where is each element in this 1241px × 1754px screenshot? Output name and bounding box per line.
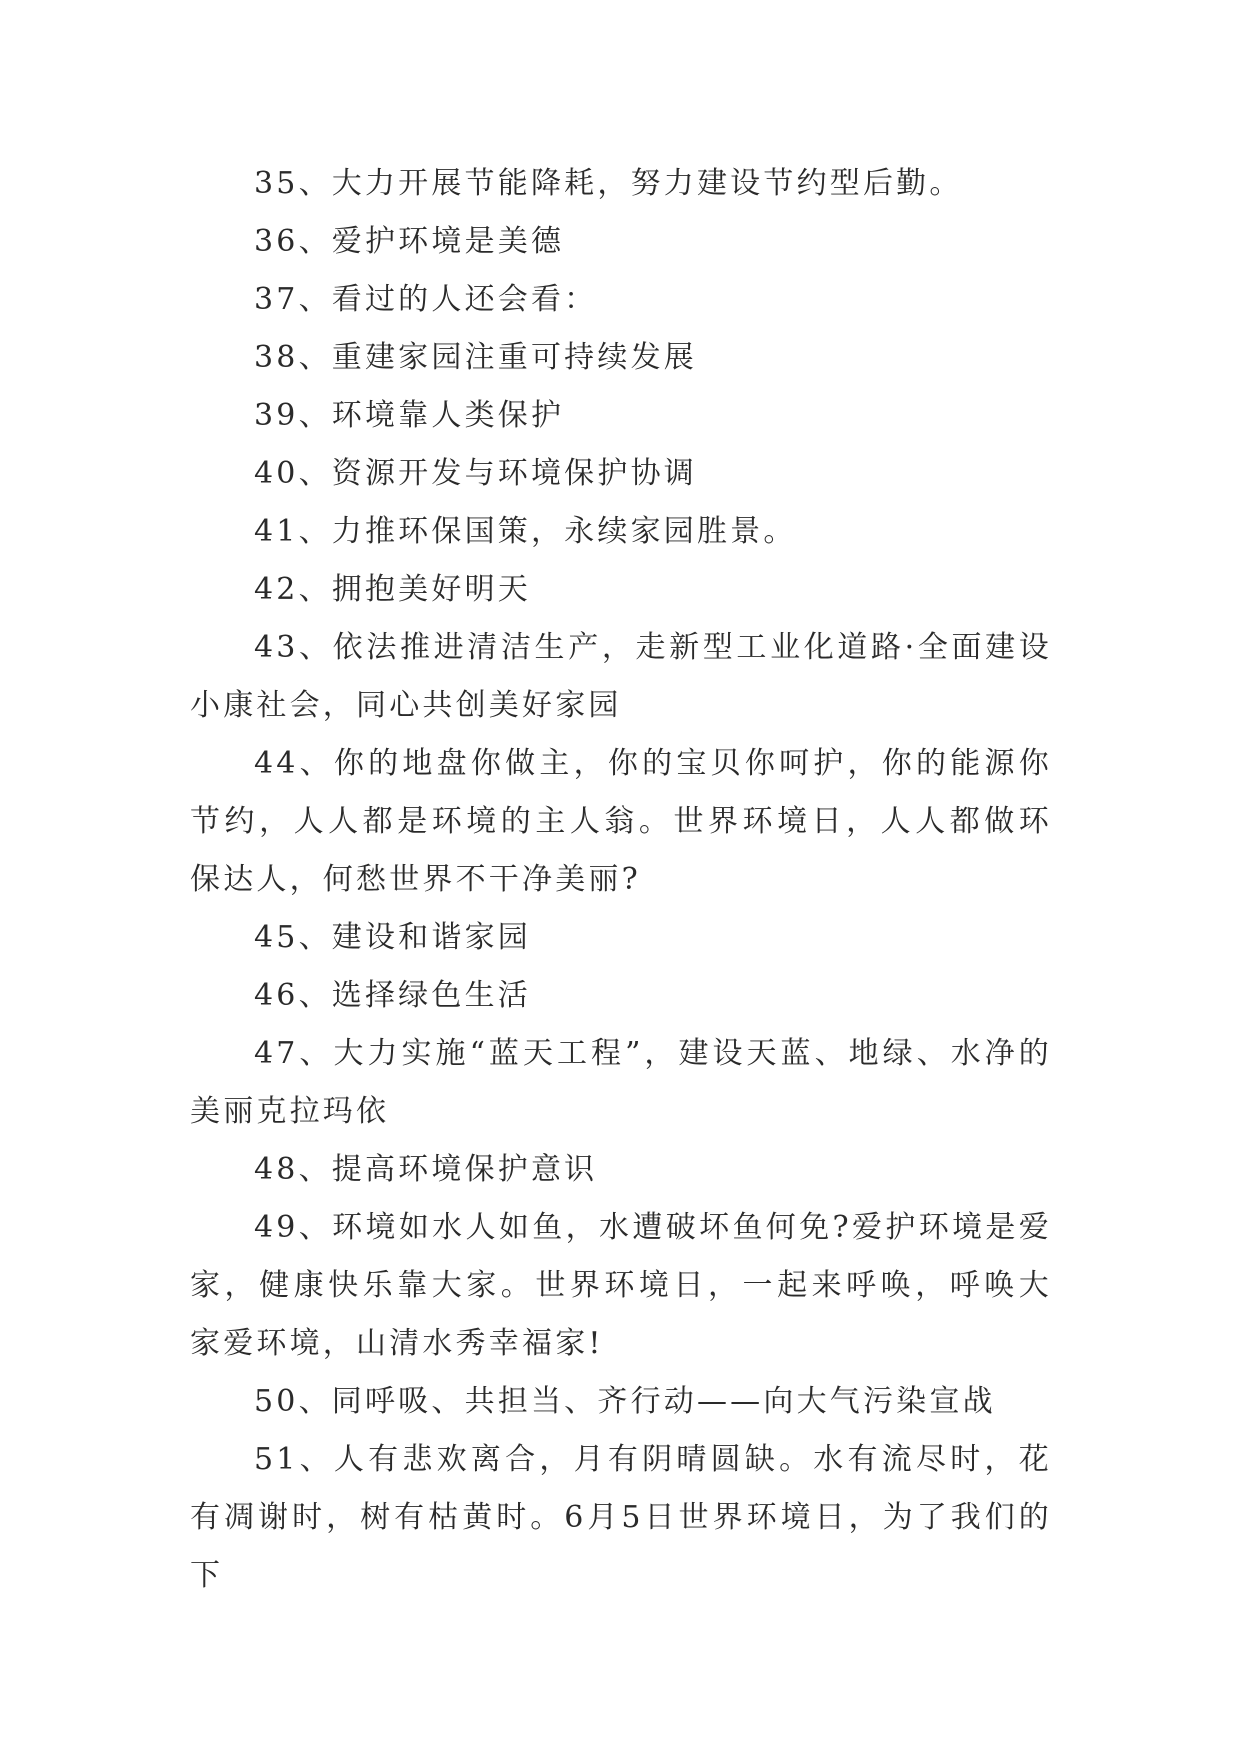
paragraph-49: 49、环境如水人如鱼，水遭破坏鱼何免?爱护环境是爱家，健康快乐靠大家。世界环境日，一起来呼唤，呼唤大家爱环境，山清水秀幸福家! — [190, 1210, 1052, 1361]
paragraph-48: 48、提高环境保护意识 — [254, 1152, 598, 1187]
paragraph-45: 45、建设和谐家园 — [254, 920, 531, 955]
paragraph-35: 35、大力开展节能降耗，努力建设节约型后勤。 — [254, 166, 963, 201]
paragraph-42: 42、拥抱美好明天 — [254, 572, 531, 607]
paragraph-36: 36、爱护环境是美德 — [254, 224, 565, 259]
paragraph-37: 37、看过的人还会看： — [254, 282, 598, 317]
paragraph-43: 43、依法推进清洁生产，走新型工业化道路·全面建设小康社会，同心共创美好家园 — [190, 630, 1052, 723]
paragraph-51: 51、人有悲欢离合，月有阴晴圆缺。水有流尽时，花有凋谢时，树有枯黄时。6月5日世界环境日，为了我们的下 — [190, 1442, 1052, 1593]
paragraph-44: 44、你的地盘你做主，你的宝贝你呵护，你的能源你节约，人人都是环境的主人翁。世界环境日，人人都做环保达人，何愁世界不干净美丽? — [190, 746, 1052, 897]
paragraph-40: 40、资源开发与环境保护协调 — [254, 456, 697, 491]
paragraph-47: 47、大力实施“蓝天工程”，建设天蓝、地绿、水净的美丽克拉玛依 — [190, 1036, 1052, 1129]
document-body — [190, 155, 1052, 1605]
paragraph-39: 39、环境靠人类保护 — [254, 398, 565, 433]
paragraph-41: 41、力推环保国策，永续家园胜景。 — [254, 514, 797, 549]
paragraph-38: 38、重建家园注重可持续发展 — [254, 340, 697, 375]
paragraph-50: 50、同呼吸、共担当、齐行动——向大气污染宣战 — [254, 1384, 996, 1419]
paragraph-46: 46、选择绿色生活 — [254, 978, 531, 1013]
